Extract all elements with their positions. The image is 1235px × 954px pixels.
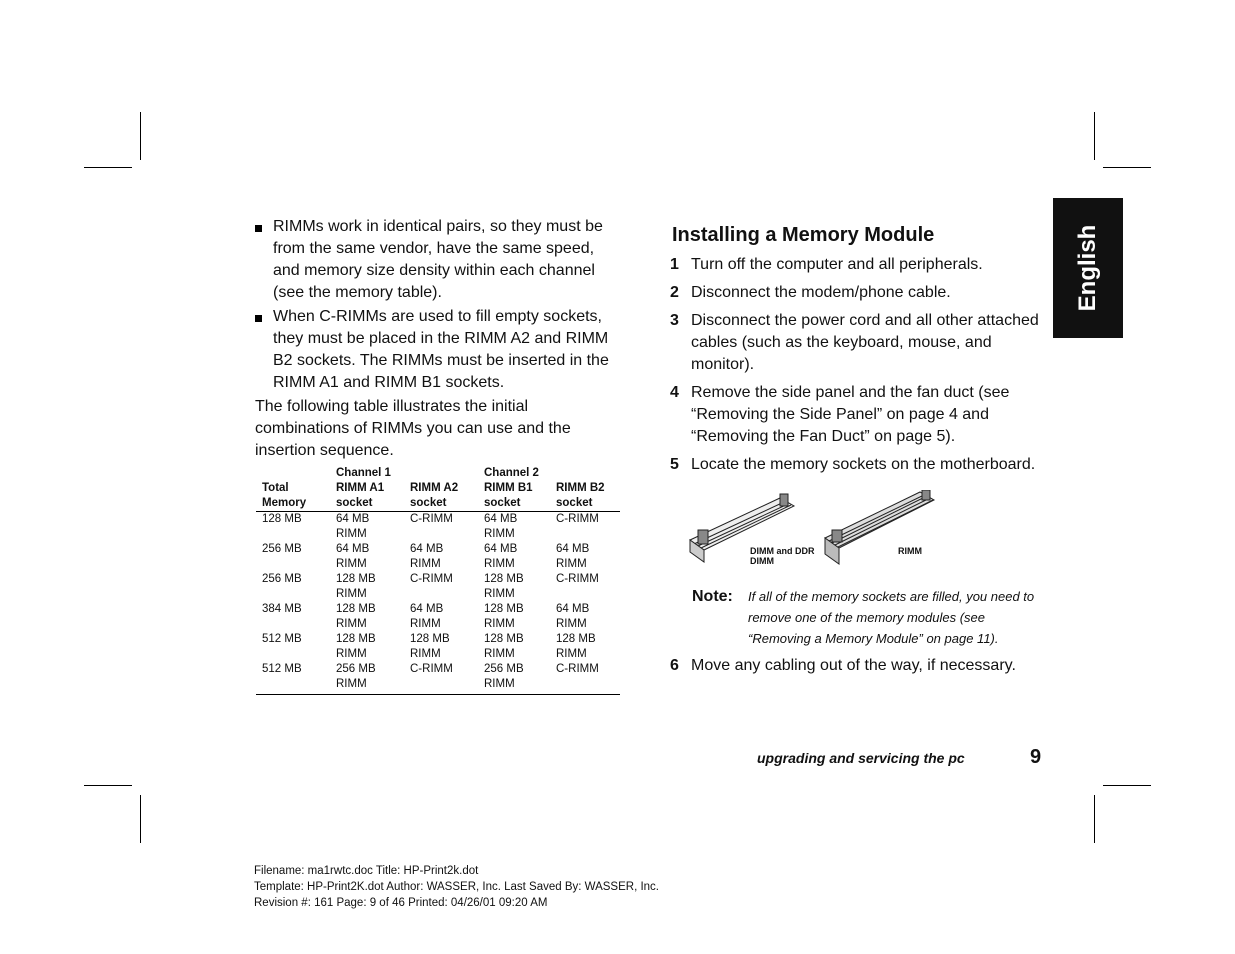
page-number: 9 (1030, 746, 1042, 768)
column-header: RIMM B1 socket (478, 481, 550, 512)
channel1-header: Channel 1 (336, 467, 391, 479)
note-text: If all of the memory sockets are filled, you need to remove one of the memory modules (see “Removing a Memory Module” on page 11). (748, 589, 1035, 646)
crop-mark (140, 112, 141, 160)
step-item: 2 Disconnect the modem/phone cable. (670, 284, 951, 301)
step-item: 3 Disconnect the power cord and all other attached cables (such as the keyboard, mouse, and monitor). (670, 312, 1039, 373)
crop-mark (84, 167, 132, 168)
step-item: 6 Move any cabling out of the way, if necessary. (670, 657, 1016, 674)
language-tab-label: English (1074, 224, 1101, 312)
rimm-label: RIMM (898, 546, 922, 556)
square-bullet-icon (255, 315, 262, 322)
table-row: 256 MB 64 MB RIMM 64 MB RIMM 64 MB RIMM 64 MB RIMM (262, 543, 590, 570)
bullet-item: RIMMs work in identical pairs, so they must be from the same vendor, have the same speed, and memory size density within each channel (see the memory table). (255, 216, 625, 304)
bullet-item: When C-RIMMs are used to fill empty sockets, they must be placed in the RIMM A2 and RIMM B2 sockets. The RIMMs must be inserted in the RIMM A1 and RIMM B1 sockets. (255, 306, 625, 394)
table-row: 512 MB 256 MB RIMM C-RIMM 256 MB RIMM C-RIMM (256, 662, 620, 695)
column-header: RIMM A2 socket (404, 481, 478, 512)
crop-mark (84, 785, 132, 786)
intro-paragraph: The following table illustrates the initial combinations of RIMMs you can use and the insertion sequence. (255, 398, 571, 459)
crop-mark (1094, 112, 1095, 160)
memory-table (256, 466, 620, 695)
step-item: 4 Remove the side panel and the fan duct (see “Removing the Side Panel” on page 4 and “Removing the Fan Duct” on page 5). (670, 384, 1010, 445)
note-label: Note: (692, 588, 733, 605)
step-item: 5 Locate the memory sockets on the motherboard. (670, 456, 1036, 473)
note-block (670, 586, 1050, 649)
document-metadata: Filename: ma1rwtc.doc Title: HP-Print2k.dot Template: HP-Print2K.dot Author: WASSER, Inc. Last Saved By: WASSER, Inc. Revision #: 161 Page: 9 of 46 Printed: 04/26/01 09:20 AM (254, 865, 660, 909)
square-bullet-icon (255, 225, 262, 232)
step-item: 1 Turn off the computer and all peripherals. (670, 256, 983, 273)
table-row: 128 MB 64 MB RIMM C-RIMM 64 MB RIMM C-RIMM (262, 513, 599, 540)
memory-socket-drawing (670, 490, 950, 580)
crop-mark (140, 795, 141, 843)
crop-mark (1103, 785, 1151, 786)
table-row: 512 MB 128 MB RIMM 128 MB RIMM 128 MB RIMM 128 MB RIMM (262, 633, 596, 660)
left-column (255, 216, 625, 462)
column-header: Total Memory (256, 481, 330, 512)
dimm-label: DIMM and DDR DIMM (750, 546, 815, 566)
table-row: 256 MB 128 MB RIMM C-RIMM 128 MB RIMM C-RIMM (262, 573, 599, 600)
running-footer: upgrading and servicing the pc (757, 750, 965, 766)
language-tab (1053, 198, 1123, 338)
channel2-header: Channel 2 (484, 467, 539, 479)
right-column (670, 224, 1050, 683)
crop-mark (1094, 795, 1095, 843)
column-header: RIMM B2 socket (550, 481, 620, 512)
memory-socket-illustration (670, 490, 1050, 580)
column-header: RIMM A1 socket (330, 481, 404, 512)
section-heading: Installing a Memory Module (672, 224, 935, 246)
crop-mark (1103, 167, 1151, 168)
table-row: 384 MB 128 MB RIMM 64 MB RIMM 128 MB RIMM 64 MB RIMM (262, 603, 590, 630)
